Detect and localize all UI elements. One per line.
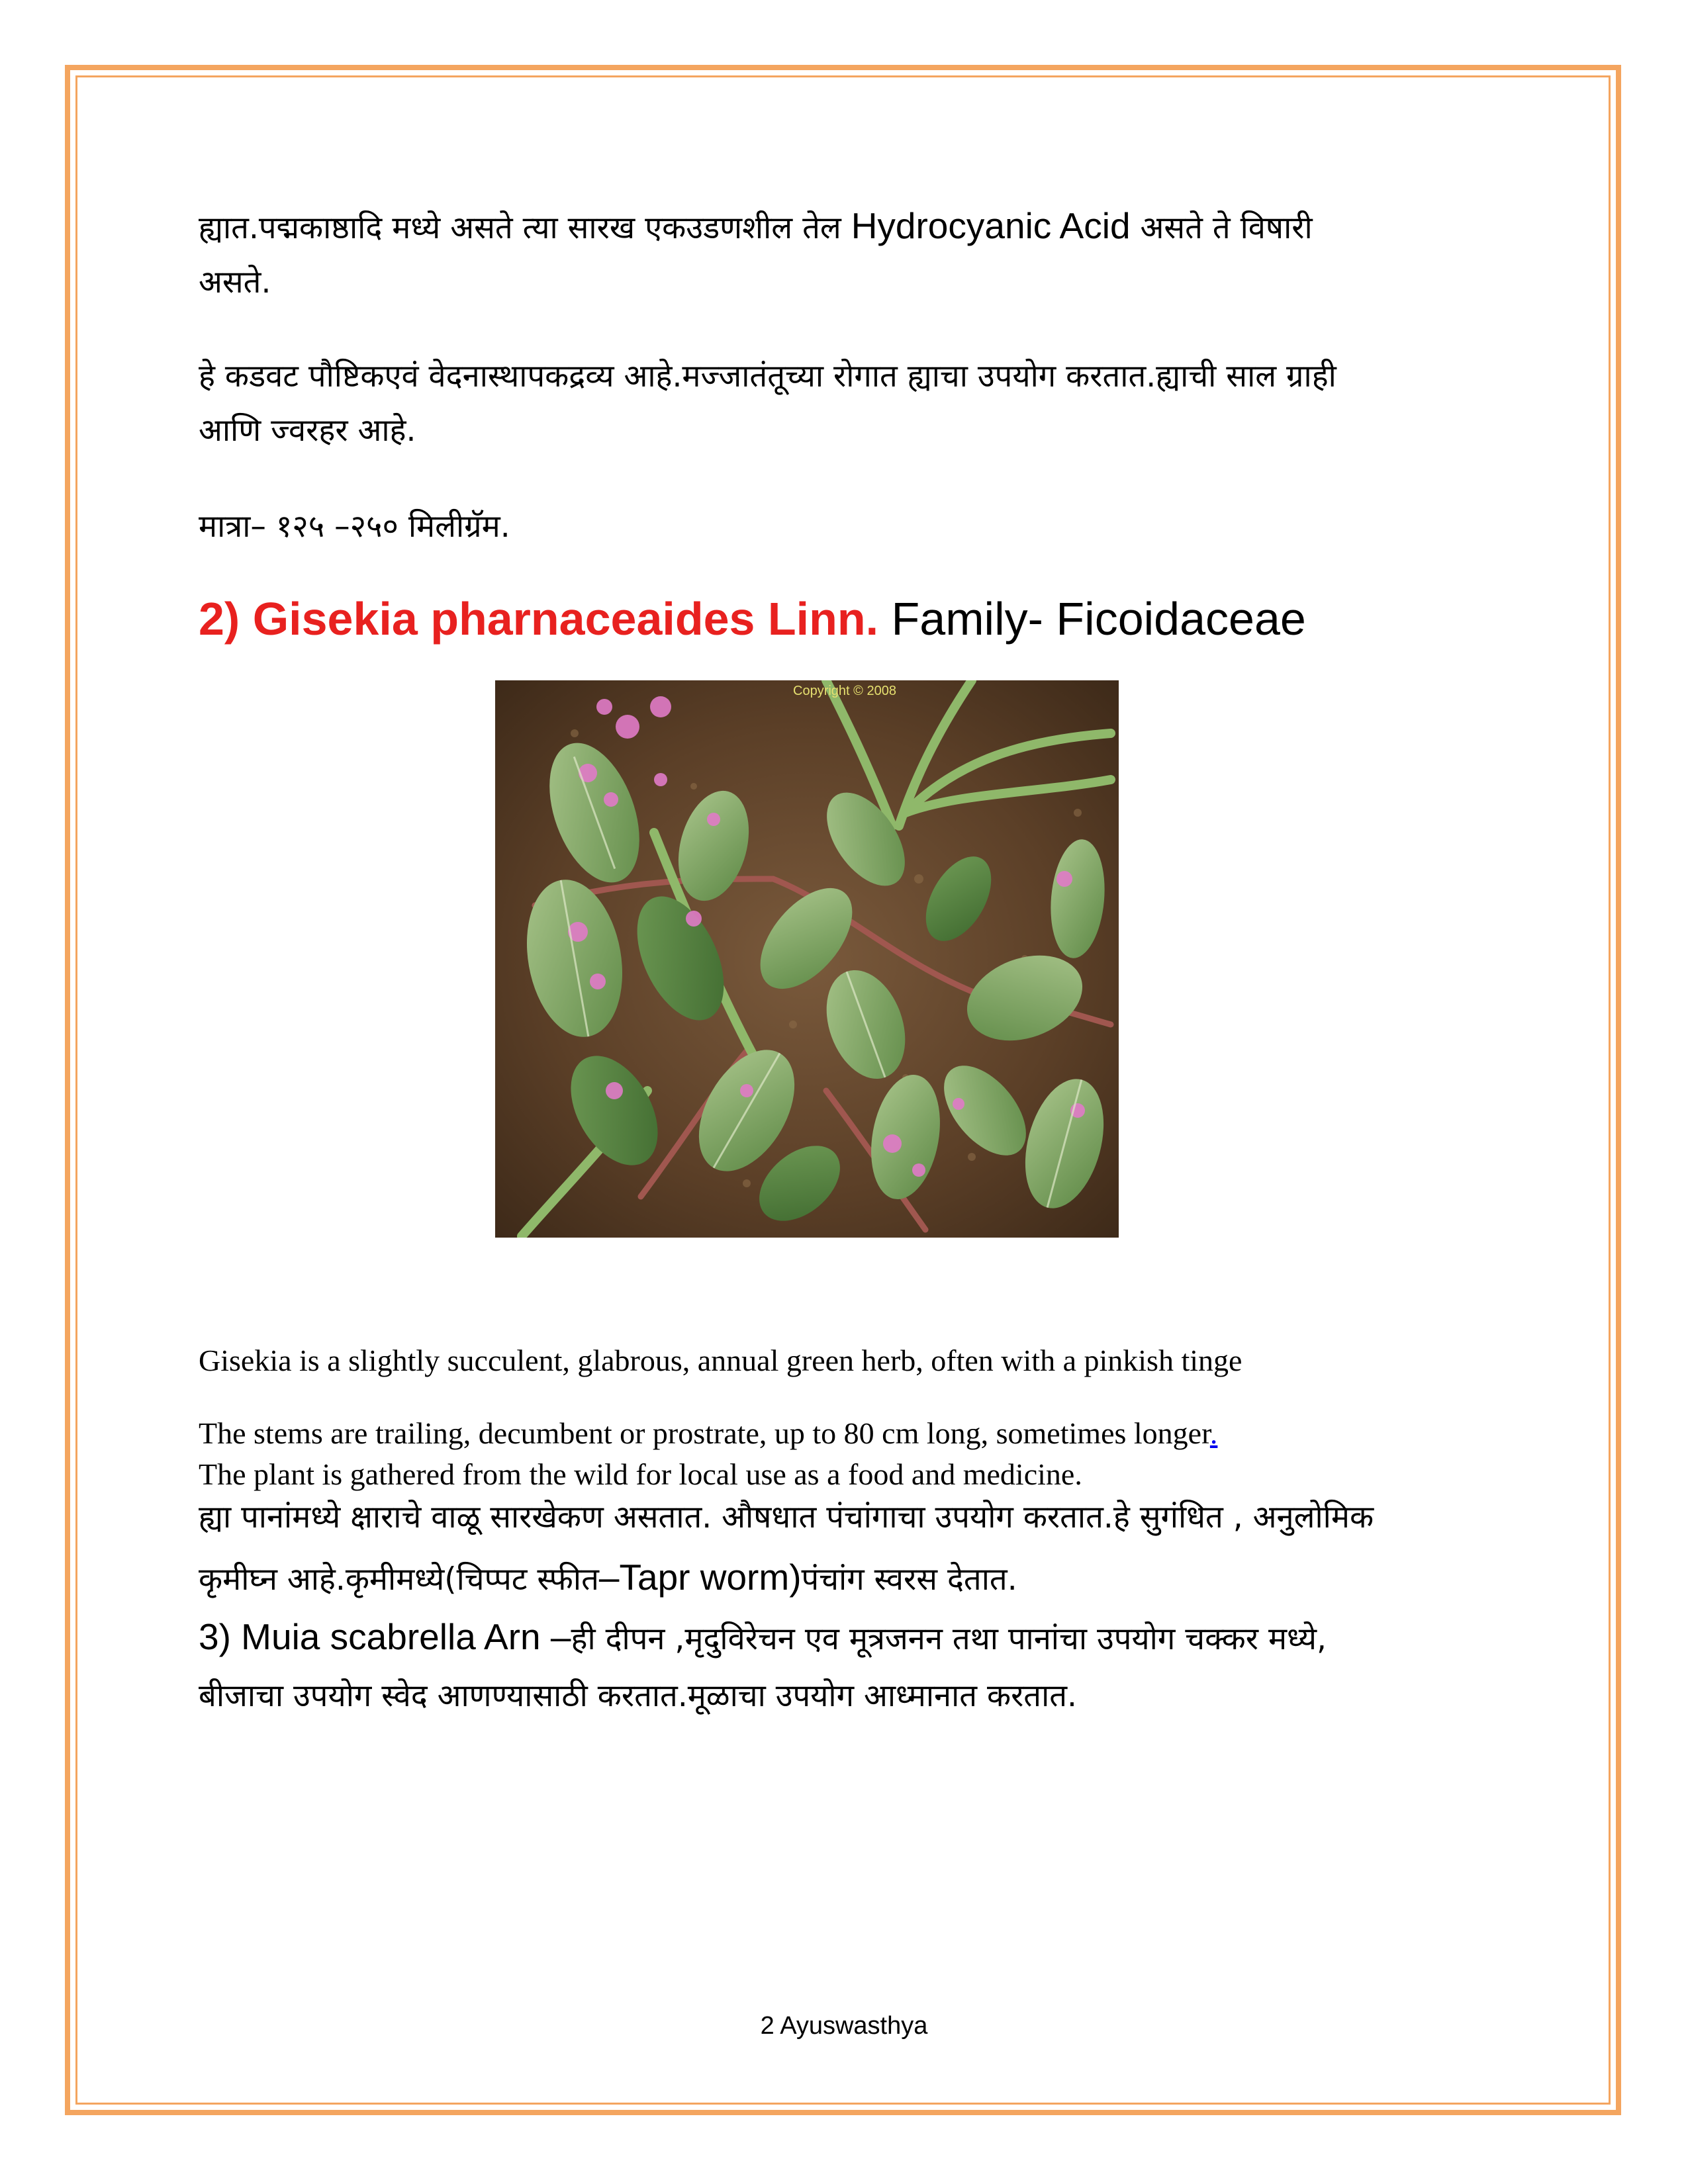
- section-3-line-2: बीजाचा उपयोग स्वेद आणण्यासाठी करतात.मूळाचा उपयोग आध्मानात करतात.: [199, 1678, 1077, 1714]
- marathi-paragraph: [199, 1488, 1496, 1610]
- paragraph-2: [199, 349, 1496, 458]
- section-3-line-1: ही दीपन ,मृदुविरेचन एव मूत्रजनन तथा पानांचा उपयोग चक्कर मध्ये,: [571, 1621, 1327, 1657]
- english-line-1: Gisekia is a slightly succulent, glabrous, annual green herb, often with a pinkish tinge: [199, 1343, 1243, 1377]
- paragraph-1-text-a: ह्यात.पद्मकाष्ठादि मध्ये असते त्या सारख एकउडणशील तेल: [199, 210, 851, 246]
- english-paragraph-2: [199, 1413, 1496, 1495]
- section-3-title: 3) Muia scabrella Arn –: [199, 1616, 571, 1657]
- paragraph-1: [199, 199, 1496, 310]
- plant-photo: [495, 680, 1119, 1238]
- marathi-line-1: ह्या पानांमध्ये क्षाराचे वाळू सारखेकण असतात. औषधात पंचांगाचा उपयोग करतात.हे सुगंधित , अनुलोमिक: [199, 1499, 1374, 1535]
- section-2-heading: [199, 589, 1306, 649]
- paragraph-2-line-2: आणि ज्वरहर आहे.: [199, 412, 416, 449]
- section-3: [199, 1608, 1496, 1725]
- paragraph-1-latin: Hydrocyanic Acid: [851, 205, 1131, 246]
- english-link[interactable]: .: [1209, 1416, 1218, 1450]
- section-2-title: 2) Gisekia pharnaceaides Linn.: [199, 593, 879, 645]
- paragraph-1-text-c: असते ते विषारी: [1130, 210, 1313, 246]
- paragraph-1-line-2: असते.: [199, 264, 271, 300]
- marathi-line-2-latin: –Tapr worm): [598, 1557, 802, 1598]
- dose-line: मात्रा– १२५ –२५० मिलीग्रॅम.: [199, 508, 510, 545]
- page-footer: 2 Ayuswasthya: [760, 2012, 928, 2040]
- english-line-2: The stems are trailing, decumbent or prostrate, up to 80 cm long, sometimes longer: [199, 1416, 1210, 1450]
- marathi-line-2c: पंचांग स्वरस देतात.: [801, 1561, 1017, 1598]
- paragraph-2-line-1: हे कडवट पौष्टिकएवं वेदनास्थापकद्रव्य आहे.मज्जातंतूच्या रोगात ह्याचा उपयोग करतात.ह्याची साल ग्राही: [199, 358, 1336, 394]
- section-2-family: Family- Ficoidaceae: [878, 593, 1306, 645]
- marathi-line-2a: कृमीघ्न आहे.कृमीमध्ये(चिप्पट स्फीत: [199, 1561, 599, 1598]
- photo-watermark: Copyright © 2008: [793, 684, 896, 698]
- english-line-3: The plant is gathered from the wild for local use as a food and medicine.: [199, 1457, 1082, 1491]
